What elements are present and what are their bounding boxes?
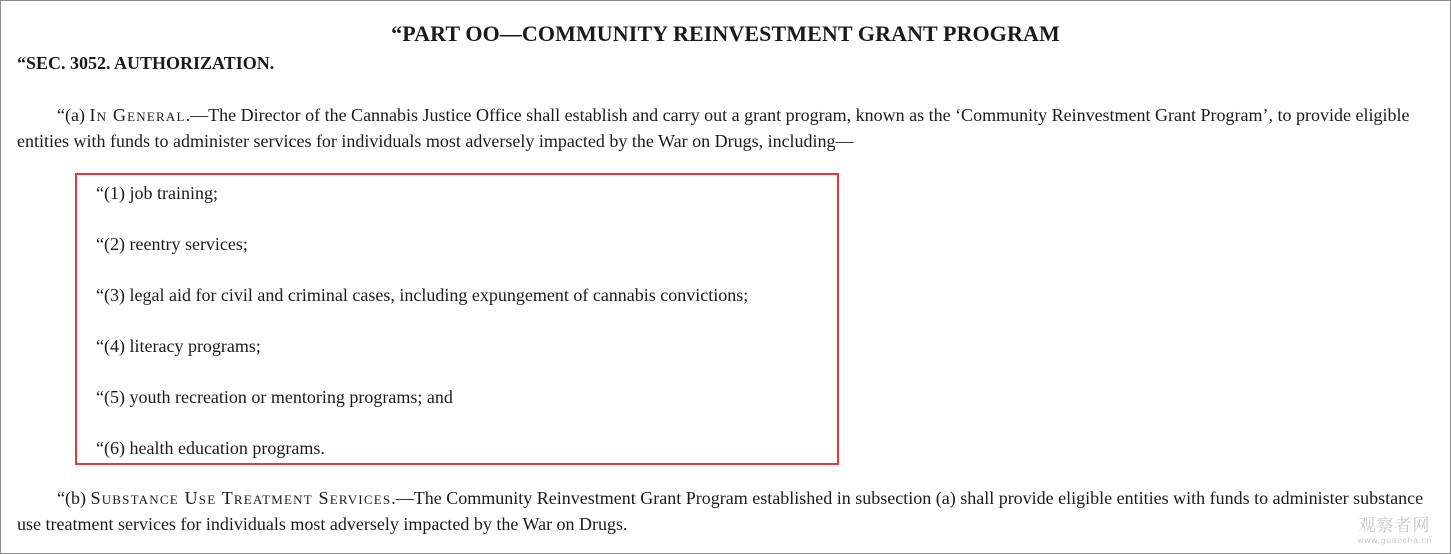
list-item: “(2) reentry services;	[96, 234, 248, 254]
list-item: “(6) health education programs.	[96, 438, 325, 458]
highlight-box	[75, 173, 839, 465]
subsection-a-prefix: “(a)	[57, 105, 90, 125]
subsection-b-text: .—The Community Reinvestment Grant Program established in subsection (a) shall provide eligible entities with funds to administer substance use treatment services for individuals most adversely impacted by the War on Drugs.	[17, 488, 1424, 534]
section-title: “SEC. 3052. AUTHORIZATION.	[17, 53, 275, 73]
subsection-b-paragraph	[17, 486, 1437, 537]
subsection-a-text: .—The Director of the Cannabis Justice Office shall establish and carry out a grant program, known as the ‘Community Reinvestment Grant Program’, to provide eligible entities with funds to administer services for individuals most adversely impacted by the War on Drugs, including—	[17, 105, 1410, 151]
watermark-text: 观察者网	[1358, 516, 1431, 536]
subsection-b-prefix: “(b)	[57, 488, 91, 508]
list-item: “(4) literacy programs;	[96, 336, 261, 356]
watermark-url: www.guancha.cn	[1357, 536, 1432, 545]
subsection-a-paragraph	[17, 103, 1437, 154]
watermark-logo	[1357, 511, 1432, 545]
part-title: “PART OO—COMMUNITY REINVESTMENT GRANT PROGRAM	[391, 21, 1060, 46]
subsection-b-heading: Substance Use Treatment Services	[90, 488, 392, 508]
subsection-a-heading: In General	[89, 105, 186, 125]
list-item: “(5) youth recreation or mentoring programs; and	[96, 387, 453, 407]
list-item: “(3) legal aid for civil and criminal cases, including expungement of cannabis convictions;	[96, 285, 749, 305]
list-item: “(1) job training;	[96, 183, 218, 203]
